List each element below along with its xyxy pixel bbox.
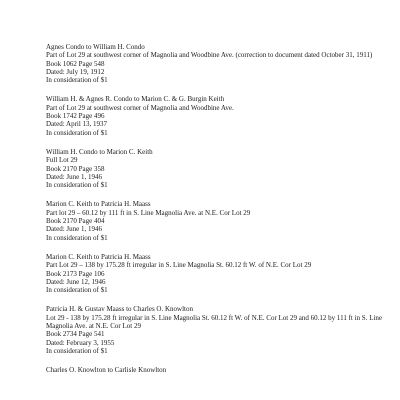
deed-consideration: In consideration of $1 (46, 181, 108, 190)
deed-date: Dated: June 1, 1946 (46, 172, 102, 181)
deed-property-description: Lot 29 - 138 by 175.28 ft irregular in S. Line Magnolia St. 60.12 ft W. of N.E. Cor Lot 29 and 60.12 by 111 ft in S. Line Magnolia Ave. at N.E. Cor Lot 29 (46, 313, 383, 331)
deed-date: Dated: June 1, 1946 (46, 225, 102, 234)
deed-entry (46, 95, 394, 136)
deed-date: Dated: April 13, 1937 (46, 120, 108, 129)
deed-entry (46, 366, 394, 374)
deed-property-description: Full Lot 29 (46, 156, 78, 165)
deed-parties: Patricia H. & Gustav Maass to Charles O. Knowlton (46, 305, 193, 314)
deed-book-page: Book 2170 Page 404 (46, 217, 105, 226)
deed-book-page: Book 2173 Page 106 (46, 269, 105, 278)
deed-consideration: In consideration of $1 (46, 128, 108, 137)
deed-book-page: Book 2734 Page 541 (46, 330, 105, 339)
deed-property-description: Part Lot 29 – 138 by 175.28 ft irregular in S. Line Magnolia St. 60.12 ft W. of N.E. Cor Lot 29 (46, 261, 312, 270)
deed-parties: Marion C. Keith to Patricia H. Maass (46, 200, 151, 209)
deed-date: Dated: February 3, 1955 (46, 338, 115, 347)
deed-consideration: In consideration of $1 (46, 76, 108, 85)
deed-consideration: In consideration of $1 (46, 233, 108, 242)
deed-property-description: Part lot 29 – 60.12 by 111 ft in S. Line Magnolia Ave. at N.E. Cor Lot 29 (46, 208, 251, 217)
deed-entry (46, 200, 394, 241)
deed-parties: William H. & Agnes R. Condo to Marion C. & G. Burgin Keith (46, 95, 225, 104)
deed-book-page: Book 1742 Page 496 (46, 112, 105, 121)
deed-consideration: In consideration of $1 (46, 346, 108, 355)
document-page (46, 43, 394, 386)
deed-parties: Marion C. Keith to Patricia H. Maass (46, 252, 151, 261)
deed-date: Dated: June 12, 1946 (46, 277, 106, 286)
deed-parties: Agnes Condo to William H. Condo (46, 43, 145, 51)
deed-date: Dated: July 19, 1912 (46, 67, 105, 76)
deed-entry (46, 253, 394, 294)
deed-entry (46, 305, 394, 355)
deed-entry (46, 43, 394, 84)
deed-property-description: Part of Lot 29 at southwest corner of Magnolia and Woodbine Ave. (correction to document dated October 31, 1911) (46, 51, 373, 60)
deed-book-page: Book 1062 Page 548 (46, 59, 105, 68)
deed-parties: Charles O. Knowlton to Carlisle Knowlton (46, 366, 167, 375)
deed-consideration: In consideration of $1 (46, 286, 108, 295)
deed-entry (46, 148, 394, 189)
deed-parties: William H. Condo to Marion C. Keith (46, 147, 153, 156)
deed-property-description: Part of Lot 29 at southwest corner of Magnolia and Woodbine Ave. (46, 103, 234, 112)
deed-book-page: Book 2170 Page 358 (46, 164, 105, 173)
